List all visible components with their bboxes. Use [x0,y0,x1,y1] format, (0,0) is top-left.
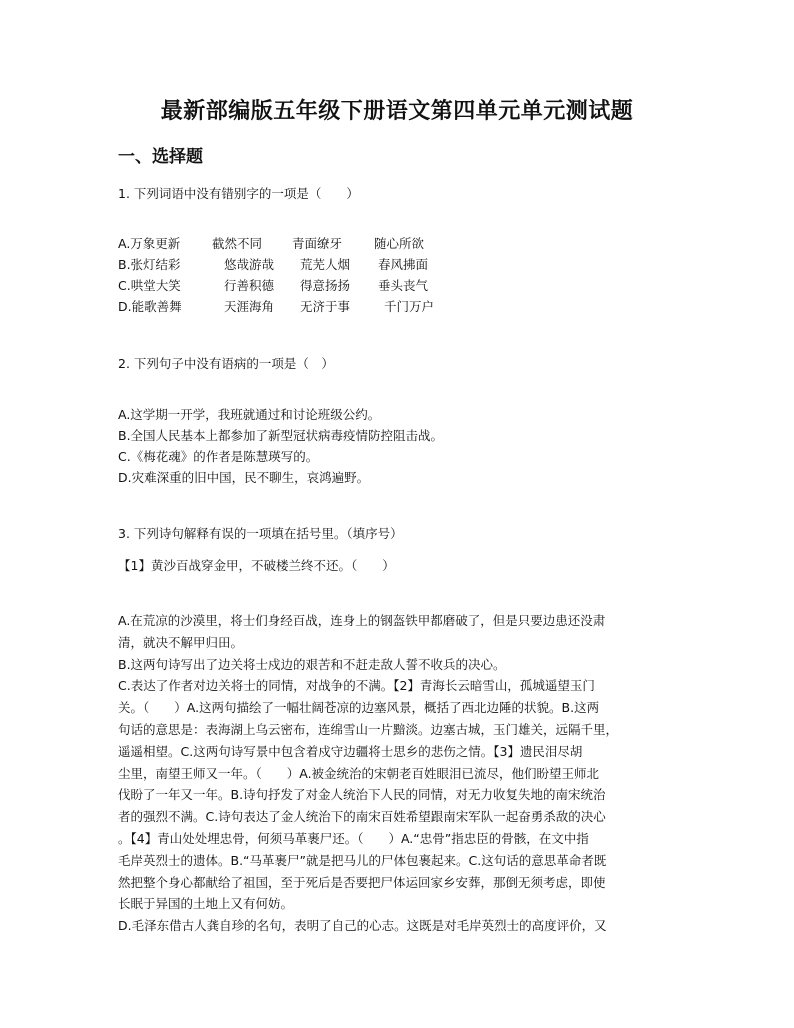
option-word: 垂头丧气 [378,278,429,293]
question-2-option-c[interactable]: C.《梅花魂》的作者是陈慧瑛写的。 [118,449,319,464]
question-2-option-b[interactable]: B.全国人民基本上都参加了新型冠状病毒疫情防控阻击战。 [118,428,444,443]
option-word: 悠哉游哉 [224,257,275,272]
option-word: 青面缭牙 [292,236,343,251]
question-1-stem: 1. 下列词语中没有错别字的一项是（ ） [118,186,359,201]
question-2-stem: 2. 下列句子中没有语病的一项是（ ） [118,356,334,371]
body-line: 句话的意思是：表海湖上乌云密布，连绵雪山一片黯淡。边塞古城，玉门雄关，远隔千里， [118,721,619,737]
option-word: 千门万户 [384,299,435,314]
question-2-option-d[interactable]: D.灾难深重的旧中国，民不聊生，哀鸿遍野。 [118,470,370,485]
option-word: A.万象更新 [118,236,181,251]
body-line: 清，就决不解甲归田。 [118,634,244,650]
body-line: C.表达了作者对边关将士的同情，对战争的不满。【2】青海长云暗雪山，孤城遥望玉门 [118,678,595,694]
question-3-stem: 3. 下列诗句解释有误的一项填在括号里。（填序号） [118,526,403,541]
option-word: 春风拂面 [378,257,429,272]
section-heading: 一、选择题 [118,147,203,167]
question-1-option-d[interactable] [118,297,434,317]
question-1-option-a[interactable] [118,234,424,254]
body-line: D.毛泽东借古人龚自珍的名句，表明了自己的心志。这既是对毛岸英烈士的高度评价，又 [118,918,607,934]
body-line: 伐盼了一年又一年。B.诗句抒发了对金人统治下人民的同情，对无力收复失地的南宋统治 [118,787,606,803]
body-line: 遥遥相望。C.这两句诗写景中包含着戍守边疆将士思乡的悲伤之情。【3】遗民泪尽胡 [118,743,583,759]
option-word: D.能歌善舞 [118,299,182,314]
option-word: 行善积德 [224,278,275,293]
question-3-sub-1: 【1】黄沙百战穿金甲，不破楼兰终不还。（ ） [118,558,395,573]
option-word: 截然不同 [212,236,263,251]
question-2-option-a[interactable]: A.这学期一开学，我班就通过和讨论班级公约。 [118,407,381,422]
option-word: 随心所欲 [374,236,425,251]
option-word: 荒芜人烟 [300,257,351,272]
page-title: 最新部编版五年级下册语文第四单元单元测试题 [160,98,634,124]
body-line: A.在荒凉的沙漠里，将士们身经百战，连身上的钢盔铁甲都磨破了，但是只要边患还没肃 [118,613,606,628]
question-3-body [118,610,678,937]
body-line: 关。（ ）A.这两句描绘了一幅壮阔苍凉的边塞风景，概括了西北边陲的状貌。B.这两 [118,700,600,716]
body-line: 。【4】青山处处埋忠骨，何须马革裹尸还。（ ）A.“忠骨”指忠臣的骨骸，在文中指 [118,830,589,846]
body-line: 长眠于异国的土地上又有何妨。 [118,896,294,912]
body-line: 然把整个身心都献给了祖国，至于死后是否要把尸体运回家乡安葬，那倒无须考虑，即使 [118,874,606,890]
option-word: 得意扬扬 [300,278,351,293]
body-line: B.这两句诗写出了边关将士戍边的艰苦和不赶走敌人誓不收兵的决心。 [118,656,506,672]
question-1-option-c[interactable] [118,276,428,296]
option-word: B.张灯结彩 [118,257,181,272]
option-word: C.哄堂大笑 [118,278,181,293]
question-1-option-b[interactable] [118,255,428,275]
body-line: 尘里，南望王师又一年。（ ）A.被金统治的宋朝老百姓眼泪已流尽，他们盼望王师北 [118,765,600,781]
option-word: 天涯海角 [224,299,275,314]
option-word: 无济于事 [300,299,351,314]
body-line: 毛岸英烈士的遗体。B.“马革裹尸”就是把马儿的尸体包裹起来。C.这句话的意思革命者既 [118,852,607,868]
body-line: 者的强烈不满。C.诗句表达了金人统治下的南宋百姓希望跟南宋军队一起奋勇杀敌的决心 [118,809,606,825]
